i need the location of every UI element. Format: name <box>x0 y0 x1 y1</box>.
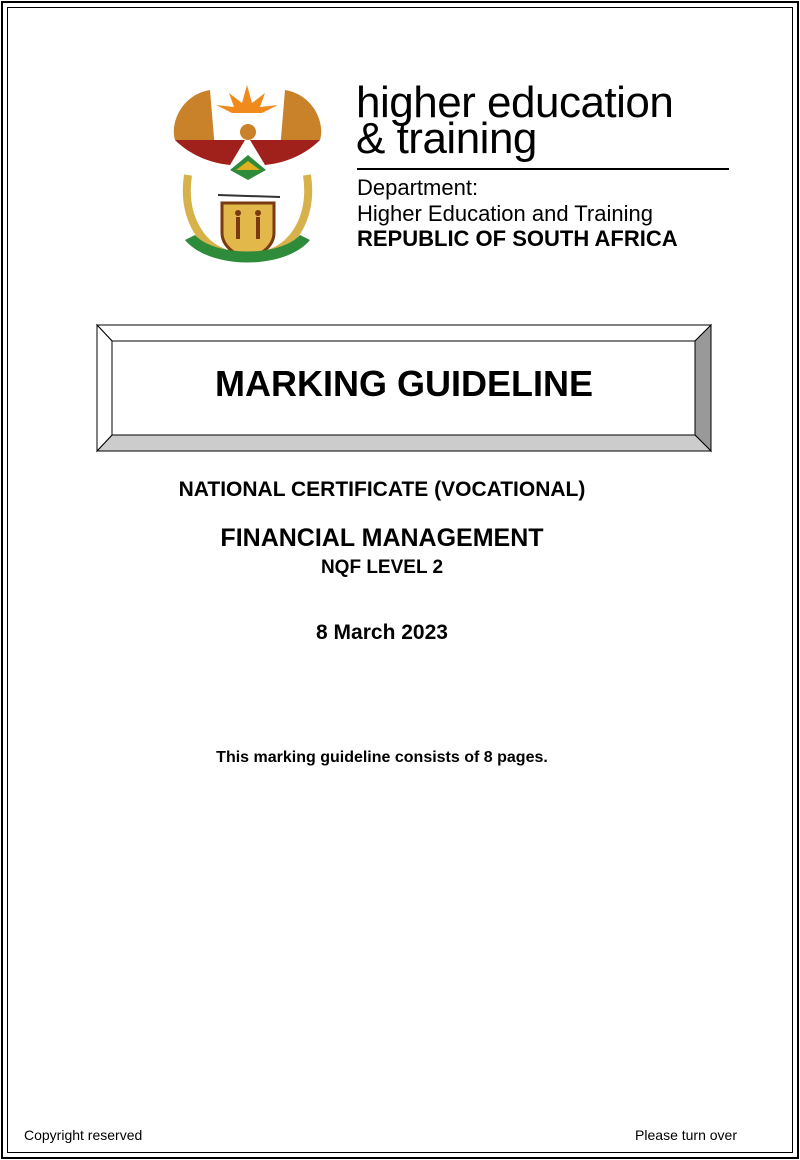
coat-of-arms-logo <box>170 85 325 270</box>
logo-line2: & training <box>356 114 537 163</box>
certificate-name: NATIONAL CERTIFICATE (VOCATIONAL) <box>178 478 586 501</box>
logo-dept: Department: <box>357 175 479 200</box>
nqf-level: NQF LEVEL 2 <box>320 557 444 578</box>
subject-name: FINANCIAL MANAGEMENT <box>220 524 544 552</box>
footer-turn-over: Please turn over <box>635 1127 737 1143</box>
logo-line1: higher education <box>356 78 674 127</box>
logo-dept-name: Higher Education and Training <box>357 201 653 226</box>
document-title: MARKING GUIDELINE <box>215 363 593 404</box>
footer-copyright: Copyright reserved <box>24 1127 143 1143</box>
logo-country: REPUBLIC OF SOUTH AFRICA <box>357 226 678 251</box>
logo-rule <box>357 168 729 170</box>
pages-note: This marking guideline consists of 8 pages. <box>216 749 548 766</box>
exam-date: 8 March 2023 <box>316 621 448 644</box>
